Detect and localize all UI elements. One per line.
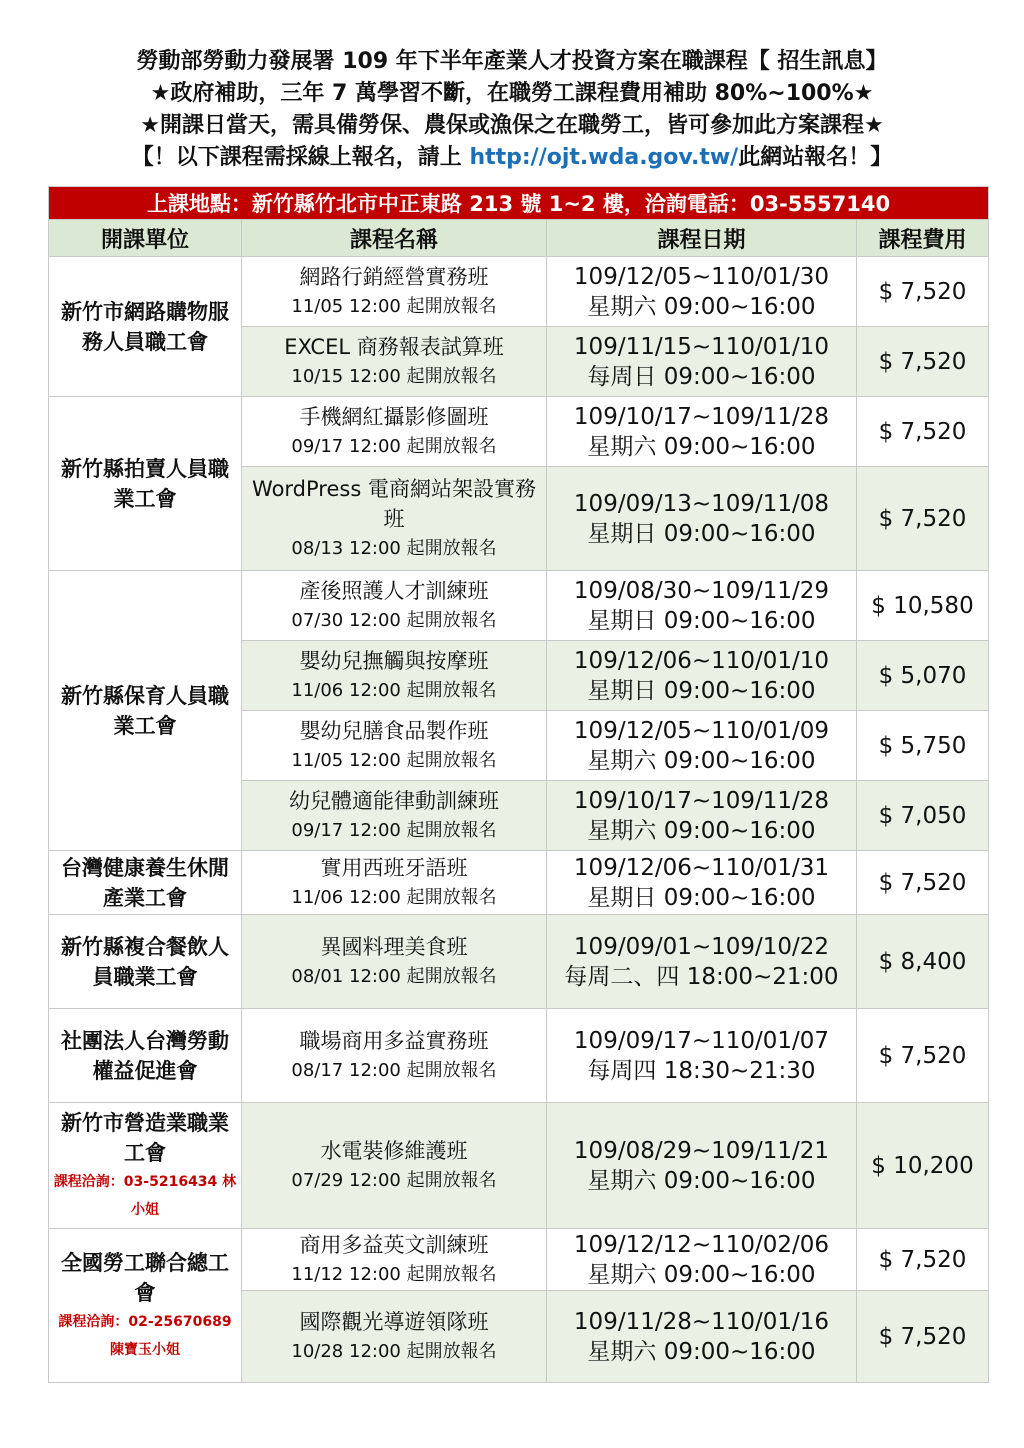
course-date-range: 109/11/28~110/01/16	[573, 1308, 830, 1335]
course-name-cell	[242, 1291, 547, 1383]
course-name-cell	[242, 641, 547, 711]
course-date-cell	[547, 1009, 857, 1103]
course-schedule: 星期六 09:00~16:00	[587, 1338, 816, 1365]
organizing-unit	[49, 571, 242, 851]
course-date-range: 109/10/17~109/11/28	[573, 403, 830, 430]
course-date-range: 109/08/29~109/11/21	[573, 1137, 830, 1164]
course-name-cell	[242, 467, 547, 571]
course-name: 網路行銷經營實務班	[299, 264, 489, 289]
course-fee: $ 10,200	[857, 1103, 989, 1229]
course-row	[49, 1229, 989, 1291]
course-name-cell	[242, 397, 547, 467]
unit-name: 新竹縣保育人員職業工會	[61, 683, 229, 738]
course-date-cell	[547, 1103, 857, 1229]
registration-open: 08/13 12:00 起開放報名	[291, 537, 497, 559]
course-schedule: 星期日 09:00~16:00	[587, 520, 816, 547]
registration-line	[0, 142, 1024, 174]
course-fee: $ 7,520	[857, 1009, 989, 1103]
registration-open: 07/29 12:00 起開放報名	[291, 1169, 497, 1191]
course-name: 實用西班牙語班	[320, 855, 468, 880]
col-header-fee: 課程費用	[857, 220, 989, 257]
course-name: 水電裝修維護班	[320, 1138, 468, 1163]
course-schedule: 星期六 09:00~16:00	[587, 1261, 816, 1288]
course-table	[48, 186, 989, 1383]
subsidy-line: ★政府補助，三年 7 萬學習不斷，在職勞工課程費用補助 80%~100%★	[150, 81, 874, 106]
course-date-cell	[547, 327, 857, 397]
course-date-range: 109/12/06~110/01/10	[573, 647, 830, 674]
organizing-unit	[49, 851, 242, 915]
course-schedule: 星期六 09:00~16:00	[587, 433, 816, 460]
course-date-cell	[547, 1229, 857, 1291]
course-date-cell	[547, 571, 857, 641]
registration-open: 11/05 12:00 起開放報名	[291, 749, 497, 771]
course-date-range: 109/08/30~109/11/29	[573, 577, 830, 604]
organizing-unit	[49, 1229, 242, 1383]
course-name-cell	[242, 711, 547, 781]
course-schedule: 星期日 09:00~16:00	[587, 884, 816, 911]
unit-name: 新竹市營造業職業工會	[61, 1110, 229, 1165]
column-header-row	[49, 220, 989, 257]
registration-open: 11/12 12:00 起開放報名	[291, 1263, 497, 1285]
course-date-range: 109/12/05~110/01/30	[573, 263, 830, 290]
course-name: 異國料理美食班	[320, 934, 468, 959]
course-schedule: 星期日 09:00~16:00	[587, 677, 816, 704]
course-name: 商用多益英文訓練班	[299, 1232, 489, 1257]
course-name: 手機網紅攝影修圖班	[299, 404, 489, 429]
unit-name: 新竹縣拍賣人員職業工會	[61, 456, 229, 511]
course-row	[49, 851, 989, 915]
unit-name: 全國勞工聯合總工會	[61, 1250, 229, 1305]
registration-prefix: 【！以下課程需採線上報名，請上	[131, 145, 470, 170]
course-schedule: 星期六 09:00~16:00	[587, 1167, 816, 1194]
page-header	[0, 46, 1024, 174]
course-fee: $ 7,520	[857, 851, 989, 915]
course-date-cell	[547, 257, 857, 327]
course-date-range: 109/10/17~109/11/28	[573, 787, 830, 814]
unit-name: 社團法人台灣勞動權益促進會	[61, 1028, 229, 1083]
course-name-cell	[242, 1009, 547, 1103]
location-banner: 上課地點：新竹縣竹北市中正東路 213 號 1~2 樓，洽詢電話：03-5557140	[49, 187, 989, 220]
course-fee: $ 7,520	[857, 467, 989, 571]
organizing-unit	[49, 257, 242, 397]
course-name-cell	[242, 1103, 547, 1229]
course-name-cell	[242, 915, 547, 1009]
registration-open: 11/06 12:00 起開放報名	[291, 679, 497, 701]
course-schedule: 每周四 18:30~21:30	[587, 1057, 816, 1084]
registration-open: 08/17 12:00 起開放報名	[291, 1059, 497, 1081]
registration-open: 10/15 12:00 起開放報名	[291, 365, 497, 387]
course-name-cell	[242, 851, 547, 915]
course-date-cell	[547, 641, 857, 711]
organizing-unit	[49, 1009, 242, 1103]
course-row	[49, 397, 989, 467]
course-fee: $ 8,400	[857, 915, 989, 1009]
col-header-date: 課程日期	[547, 220, 857, 257]
unit-contact: 課程洽詢：02-25670689 陳寶玉小姐	[58, 1313, 232, 1358]
title-line: 勞動部勞動力發展署 109 年下半年產業人才投資方案在職課程【 招生訊息】	[136, 49, 888, 74]
course-date-range: 109/09/13~109/11/08	[573, 490, 830, 517]
registration-open: 07/30 12:00 起開放報名	[291, 609, 497, 631]
course-fee: $ 7,050	[857, 781, 989, 851]
course-row	[49, 571, 989, 641]
course-row	[49, 1103, 989, 1229]
course-date-range: 109/12/06~110/01/31	[573, 854, 830, 881]
course-name: 國際觀光導遊領隊班	[299, 1309, 489, 1334]
col-header-course: 課程名稱	[242, 220, 547, 257]
course-date-cell	[547, 851, 857, 915]
course-name: 嬰幼兒撫觸與按摩班	[299, 648, 489, 673]
registration-suffix: 此網站報名！】	[738, 145, 893, 170]
course-name: 嬰幼兒膳食品製作班	[299, 718, 489, 743]
course-name: 職場商用多益實務班	[299, 1028, 489, 1053]
organizing-unit	[49, 915, 242, 1009]
course-date-range: 109/09/01~109/10/22	[573, 933, 830, 960]
course-fee: $ 7,520	[857, 397, 989, 467]
registration-open: 09/17 12:00 起開放報名	[291, 819, 497, 841]
unit-name: 台灣健康養生休閒產業工會	[61, 855, 229, 910]
col-header-unit: 開課單位	[49, 220, 242, 257]
course-schedule: 每周二、四 18:00~21:00	[564, 963, 839, 990]
course-name: 幼兒體適能律動訓練班	[289, 788, 499, 813]
course-date-range: 109/12/05~110/01/09	[573, 717, 830, 744]
course-date-cell	[547, 1291, 857, 1383]
registration-link[interactable]: http://ojt.wda.gov.tw/	[469, 145, 739, 170]
course-schedule: 每周日 09:00~16:00	[587, 363, 816, 390]
location-banner-row	[49, 187, 989, 220]
registration-open: 08/01 12:00 起開放報名	[291, 965, 497, 987]
unit-contact: 課程洽詢：03-5216434 林小姐	[53, 1173, 237, 1218]
course-name-cell	[242, 1229, 547, 1291]
registration-open: 10/28 12:00 起開放報名	[291, 1340, 497, 1362]
course-name-cell	[242, 781, 547, 851]
eligibility-line: ★開課日當天，需具備勞保、農保或漁保之在職勞工，皆可參加此方案課程★	[140, 113, 884, 138]
course-name-cell	[242, 327, 547, 397]
course-row	[49, 257, 989, 327]
course-name: EXCEL 商務報表試算班	[284, 334, 504, 359]
course-schedule: 星期六 09:00~16:00	[587, 817, 816, 844]
unit-name: 新竹市網路購物服務人員職工會	[61, 299, 229, 354]
organizing-unit	[49, 1103, 242, 1229]
organizing-unit	[49, 397, 242, 571]
course-date-cell	[547, 915, 857, 1009]
course-name-cell	[242, 571, 547, 641]
registration-open: 09/17 12:00 起開放報名	[291, 435, 497, 457]
registration-open: 11/05 12:00 起開放報名	[291, 295, 497, 317]
course-row	[49, 1009, 989, 1103]
course-fee: $ 7,520	[857, 1229, 989, 1291]
course-date-cell	[547, 397, 857, 467]
course-fee: $ 7,520	[857, 1291, 989, 1383]
course-fee: $ 7,520	[857, 257, 989, 327]
course-row	[49, 915, 989, 1009]
course-date-range: 109/12/12~110/02/06	[573, 1231, 830, 1258]
course-date-cell	[547, 711, 857, 781]
course-date-cell	[547, 781, 857, 851]
course-fee: $ 5,070	[857, 641, 989, 711]
course-fee: $ 5,750	[857, 711, 989, 781]
registration-open: 11/06 12:00 起開放報名	[291, 886, 497, 908]
course-schedule: 星期日 09:00~16:00	[587, 607, 816, 634]
course-name: 產後照護人才訓練班	[299, 578, 489, 603]
course-date-range: 109/09/17~110/01/07	[573, 1027, 830, 1054]
course-fee: $ 7,520	[857, 327, 989, 397]
course-date-cell	[547, 467, 857, 571]
unit-name: 新竹縣複合餐飲人員職業工會	[61, 934, 229, 989]
course-schedule: 星期六 09:00~16:00	[587, 293, 816, 320]
course-fee: $ 10,580	[857, 571, 989, 641]
course-name: WordPress 電商網站架設實務班	[252, 476, 536, 531]
course-name-cell	[242, 257, 547, 327]
course-date-range: 109/11/15~110/01/10	[573, 333, 830, 360]
course-schedule: 星期六 09:00~16:00	[587, 747, 816, 774]
